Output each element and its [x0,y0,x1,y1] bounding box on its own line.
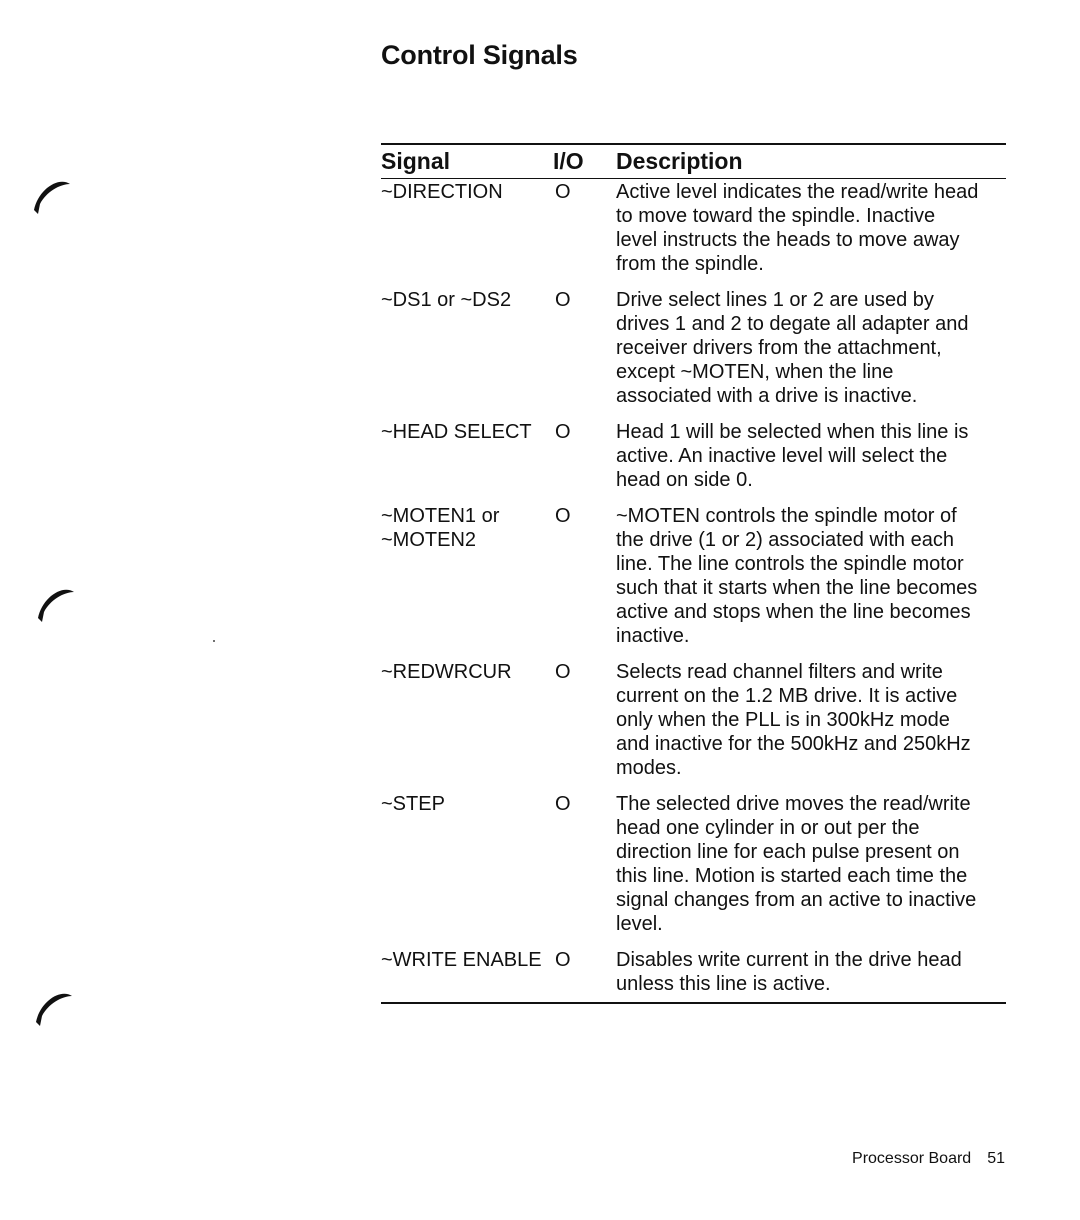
page-number: 51 [987,1150,1005,1167]
description-line: this line. Motion is started each time the [616,865,968,887]
table-body [381,180,1006,996]
signal-cell [381,792,553,936]
description-line: associated with a drive is inactive. [616,385,918,407]
io-cell: O [555,421,571,443]
description-line: to move toward the spindle. Inactive [616,205,936,227]
table-row [381,792,1006,936]
io-cell: O [555,949,571,971]
description-line: drives 1 and 2 to degate all adapter and [616,313,969,335]
description-cell [616,504,1006,648]
io-cell: O [555,661,571,683]
description-line: Drive select lines 1 or 2 are used by [616,289,934,311]
description-line: head one cylinder in or out per the [616,817,920,839]
description-line: inactive. [616,625,690,647]
description-line: the drive (1 or 2) associated with each [616,529,954,551]
signal-cell [381,420,553,492]
signal-cell [381,504,553,648]
control-signals-table [381,143,1006,1004]
description-line: Selects read channel filters and write [616,661,943,683]
description-line: head on side 0. [616,469,753,491]
description-line: line. The line controls the spindle motor [616,553,964,575]
table-row [381,288,1006,408]
description-line: The selected drive moves the read/write [616,793,971,815]
footer-section: Processor Board [852,1150,972,1167]
description-line: such that it starts when the line becomes [616,577,978,599]
io-cell: O [555,793,571,815]
description-line: active. An inactive level will select the [616,445,948,467]
description-cell [616,792,1006,936]
description-line: active and stops when the line becomes [616,601,971,623]
signal-cell [381,948,553,996]
description-line: signal changes from an active to inactive [616,889,977,911]
description-line: from the spindle. [616,253,764,275]
description-cell [616,660,1006,780]
description-line: unless this line is active. [616,973,831,995]
description-line: level. [616,913,663,935]
table-header [381,145,1006,179]
signal-name: ~MOTEN2 [381,529,477,551]
signal-name: ~REDWRCUR [381,661,512,683]
description-line: except ~MOTEN, when the line [616,361,894,383]
description-cell [616,948,1006,996]
description-line: level instructs the heads to move away [616,229,960,251]
io-cell: O [555,505,571,527]
table-row [381,180,1006,276]
binder-hole-mark [34,578,94,638]
description-cell [616,420,1006,492]
header-io: I/O [553,148,584,174]
signal-name: ~STEP [381,793,445,815]
description-line: modes. [616,757,682,779]
io-cell: O [555,289,571,311]
signal-name: ~DIRECTION [381,181,503,203]
description-line: ~MOTEN controls the spindle motor of [616,505,957,527]
description-line: direction line for each pulse present on [616,841,960,863]
page-title: Control Signals [381,40,578,70]
signal-name: ~DS1 or ~DS2 [381,289,512,311]
description-line: receiver drivers from the attachment, [616,337,942,359]
binder-hole-mark [30,170,90,230]
signal-name: ~MOTEN1 or [381,505,500,527]
table-row [381,420,1006,492]
description-line: only when the PLL is in 300kHz mode [616,709,950,731]
binder-hole-mark [32,982,92,1042]
header-signal: Signal [381,148,451,174]
description-line: and inactive for the 500kHz and 250kHz [616,733,971,755]
description-line: Active level indicates the read/write head [616,181,979,203]
description-line: current on the 1.2 MB drive. It is active [616,685,958,707]
signal-name: ~WRITE ENABLE [381,949,542,971]
description-line: Disables write current in the drive head [616,949,962,971]
signal-cell [381,288,553,408]
signal-cell [381,180,553,276]
io-cell: O [555,181,571,203]
page-footer [852,1150,1005,1168]
table-row [381,504,1006,648]
table-row [381,660,1006,780]
description-cell [616,288,1006,408]
description-cell [616,180,1006,276]
signal-cell [381,660,553,780]
signal-name: ~HEAD SELECT [381,421,532,443]
scan-speck [213,640,215,642]
table-row [381,948,1006,996]
description-line: Head 1 will be selected when this line is [616,421,969,443]
header-description: Description [616,148,743,174]
